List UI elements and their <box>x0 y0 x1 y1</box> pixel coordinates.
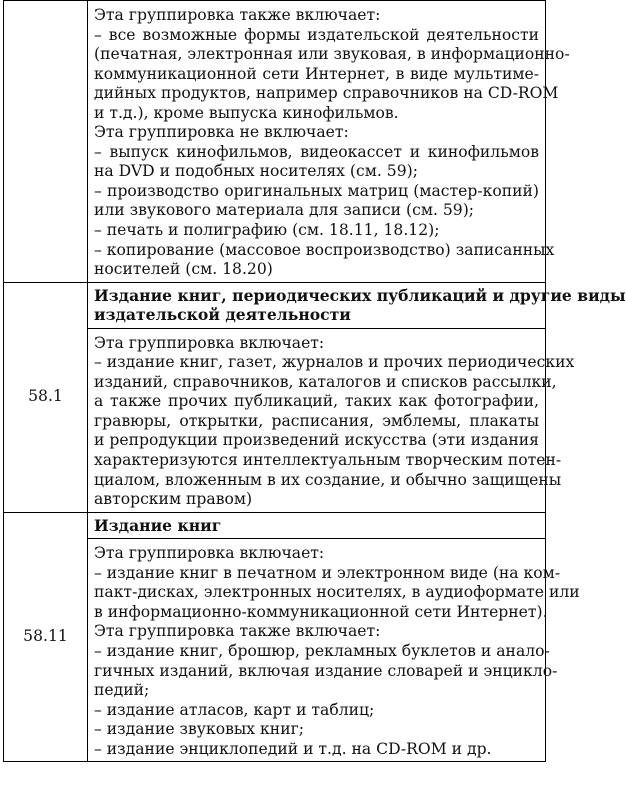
text-line: Издание книг, периодических публикаций и другие виды <box>94 285 626 305</box>
text-line: или звукового материала для записи (см. 59); <box>94 201 475 220</box>
text-line: – выпуск кинофильмов, видеокассет и кинофильмов <box>94 142 539 161</box>
text-line: изданий, справочников, каталогов и списков рассылки, <box>94 372 557 391</box>
text-line: и т.д.), кроме выпуска кинофильмов. <box>94 103 399 122</box>
table-row <box>4 282 546 328</box>
section-title <box>88 513 545 539</box>
code-cell: 58.1 <box>4 282 88 512</box>
title-cell <box>88 512 546 539</box>
text-line: – издание книг, газет, журналов и прочих периодических <box>94 353 575 372</box>
description-cell <box>88 1 570 283</box>
text-line: Эта группировка также включает: <box>94 622 381 641</box>
text-line: Эта группировка не включает: <box>94 123 349 142</box>
text-line: – издание энциклопедий и т.д. на CD-ROM и др. <box>94 739 492 758</box>
text-line: – издание книг в печатном и электронном виде (на ком- <box>94 563 561 582</box>
table-row <box>4 1 546 283</box>
text-line: на DVD и подобных носителях (см. 59); <box>94 162 418 181</box>
section-title <box>88 283 626 328</box>
description-text <box>88 539 580 761</box>
text-line: – печать и полиграфию (см. 18.11, 18.12); <box>94 221 440 240</box>
description-text <box>88 329 575 512</box>
text-line: издательской деятельности <box>94 305 351 325</box>
description-cell <box>88 539 580 762</box>
title-cell <box>88 282 626 328</box>
text-line: дийных продуктов, например справочников на CD-ROM <box>94 84 559 103</box>
text-line: – издание атласов, карт и таблиц; <box>94 700 375 719</box>
text-line: циалом, вложенным в их создание, и обычно защищены <box>94 470 562 489</box>
text-line: (печатная, электронная или звуковая, в информационно- <box>94 45 570 64</box>
text-line: – издание книг, брошюр, рекламных буклетов и анало- <box>94 641 550 660</box>
text-line: Издание книг <box>94 515 222 535</box>
text-line: и репродукции произведений искусства (эти издания <box>94 431 539 450</box>
text-line: Эта группировка также включает: <box>94 6 381 24</box>
text-line: – все возможные формы издательской деятельности <box>94 25 539 44</box>
table-row <box>4 512 546 539</box>
text-line: Эта группировка включает: <box>94 544 325 563</box>
text-line: педий; <box>94 681 150 700</box>
text-line: авторским правом) <box>94 490 253 509</box>
text-line: характеризуются интеллектуальным творческим потен- <box>94 451 562 470</box>
text-line: – копирование (массовое воспроизводство) записанных <box>94 240 555 259</box>
description-cell <box>88 328 575 512</box>
text-line: в информационно-коммуникационной сети Интернет). <box>94 602 548 621</box>
text-line: гравюры, открытки, расписания, эмблемы, плакаты <box>94 411 539 430</box>
code-cell: 58.11 <box>4 512 88 762</box>
text-line: гичных изданий, включая издание словарей и энцикло- <box>94 661 558 680</box>
text-line: – издание звуковых книг; <box>94 720 305 739</box>
classification-table <box>3 0 626 762</box>
text-line: коммуникационной сети Интернет, в виде мультиме- <box>94 64 539 83</box>
text-line: пакт-дисках, электронных носителях, в аудиоформате или <box>94 583 580 602</box>
text-line: – производство оригинальных матриц (мастер-копий) <box>94 181 539 200</box>
description-text <box>88 1 570 282</box>
text-line: Эта группировка включает: <box>94 333 325 352</box>
text-line: а также прочих публикаций, таких как фотографии, <box>94 392 539 411</box>
code-cell <box>4 1 88 283</box>
text-line: носителей (см. 18.20) <box>94 260 273 279</box>
